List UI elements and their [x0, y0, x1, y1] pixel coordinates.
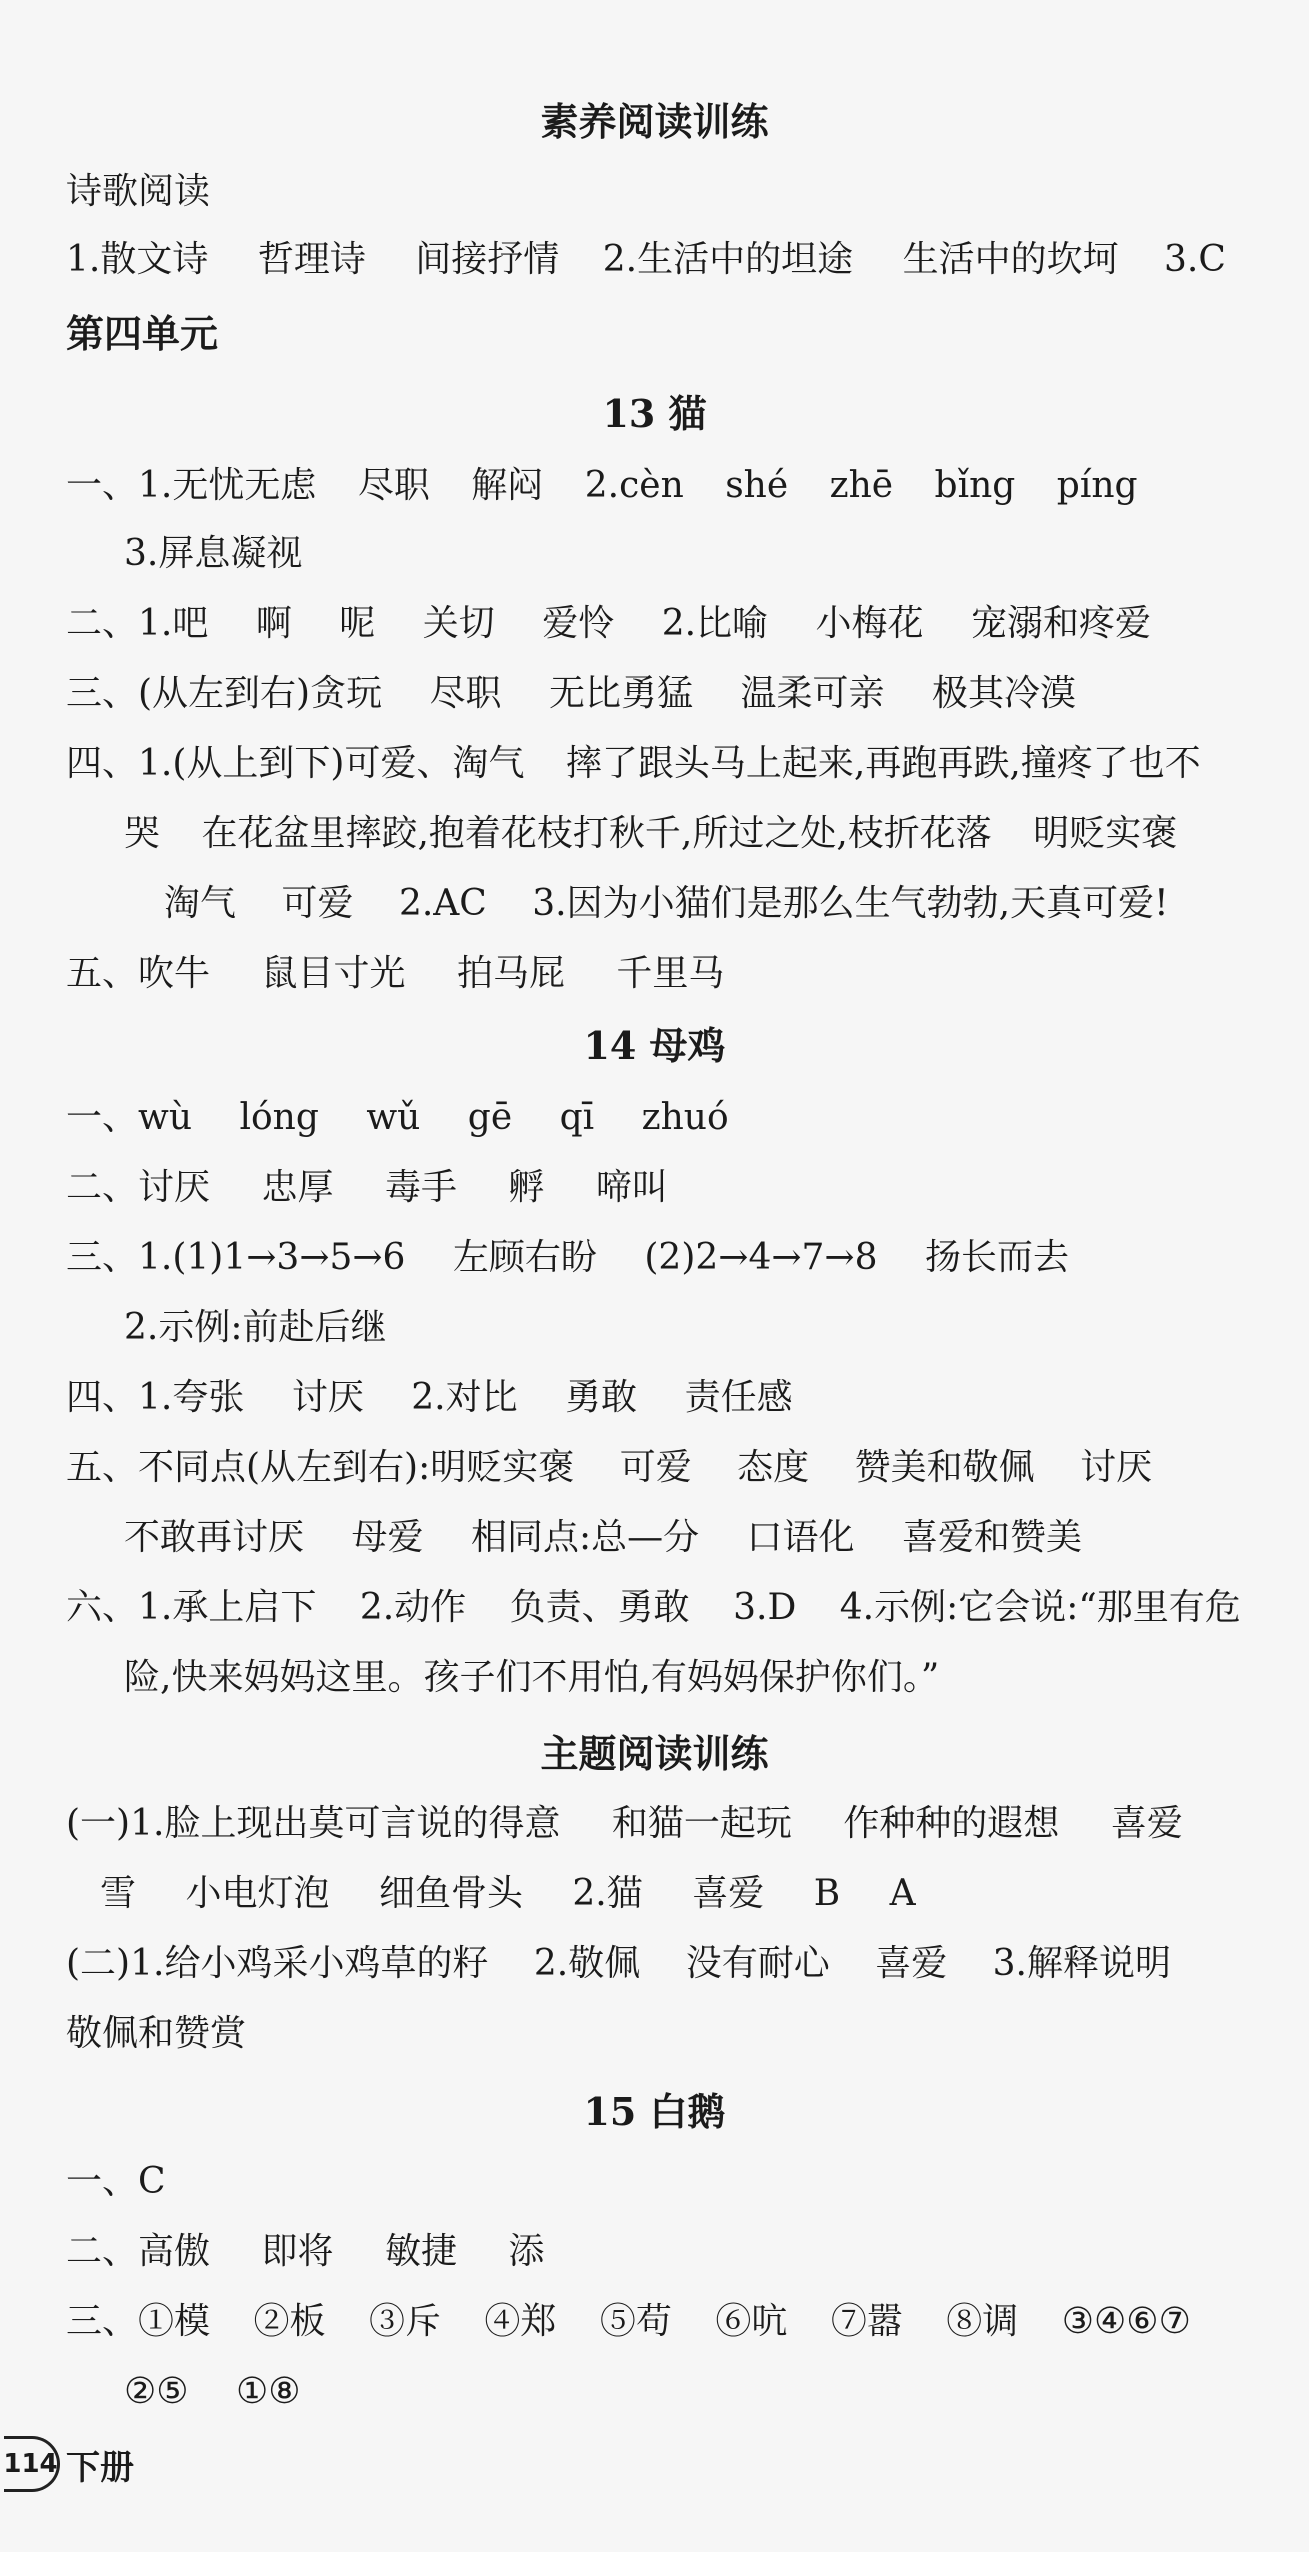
answer-line [66, 2012, 246, 2056]
answer-item: 雪 [100, 1873, 137, 1914]
answer-item: 4.示例:它会说:“那里有危 [839, 1587, 1241, 1628]
answer-item: 赞美和敬佩 [854, 1447, 1035, 1488]
answer-item: 扬长而去 [924, 1237, 1069, 1278]
answer-item: 小电灯泡 [185, 1873, 330, 1914]
section-title-reading: 素养阅读训练 [540, 99, 769, 144]
answer-line [66, 2230, 544, 2274]
answer-item: 可爱 [281, 883, 354, 924]
answer-item: 敏捷 [384, 2231, 457, 2272]
answer-item: 和猫一起玩 [611, 1803, 792, 1844]
lesson-15-title: 15 白鹅 [583, 2089, 726, 2134]
poetry-heading: 诗歌阅读 [66, 171, 211, 212]
answer-item: zhuó [641, 1097, 729, 1138]
answer-item: 无比勇猛 [549, 673, 694, 714]
answer-item: zhē [829, 465, 894, 506]
answer-item: 三、①模 [66, 2301, 211, 2342]
answer-item: ④郑 [484, 2301, 557, 2342]
answer-item: 2.生活中的坦途 [602, 239, 854, 280]
answer-line [124, 1516, 1082, 1560]
answer-item: 2.AC [398, 883, 487, 924]
answer-item: 3.屏息凝视 [124, 533, 303, 574]
answer-line [124, 1656, 939, 1700]
answer-item: 即将 [261, 2231, 334, 2272]
answer-item: 3.C [1164, 239, 1226, 280]
section-title-theme: 主题阅读训练 [540, 1731, 769, 1776]
answer-item: 淘气 [164, 883, 237, 924]
volume-label: 下册 [66, 2447, 134, 2488]
answer-item: 呢 [339, 603, 376, 644]
answer-item: 三、(从左到右)贪玩 [66, 673, 383, 714]
answer-item: 口语化 [746, 1517, 855, 1558]
answer-item: 哭 [124, 813, 161, 854]
answer-item: 间接抒情 [415, 239, 560, 280]
answer-item: 小梅花 [815, 603, 924, 644]
answer-item: 啊 [255, 603, 292, 644]
answer-item: 2.cèn [584, 465, 684, 506]
answer-item: 毒手 [384, 1167, 457, 1208]
answer-line [66, 464, 1138, 508]
answer-line [124, 812, 1177, 856]
answer-line [66, 1802, 1183, 1846]
lesson-14-title: 14 母鸡 [583, 1023, 726, 1068]
answer-line [100, 1872, 916, 1916]
answer-item: 明贬实褒 [1033, 813, 1178, 854]
answer-item: 相同点:总—分 [470, 1517, 700, 1558]
answer-item: gē [467, 1097, 513, 1138]
answer-item: 2.敬佩 [533, 1943, 641, 1984]
answer-line [66, 2160, 166, 2204]
answer-line [66, 1586, 1241, 1630]
answer-item: 讨厌 [291, 1377, 364, 1418]
answer-item: 敬佩和赞赏 [66, 2013, 247, 2054]
answer-item: ②⑤ [124, 2371, 189, 2412]
answer-item: 四、1.(从上到下)可爱、淘气 [66, 743, 525, 784]
answer-item: wǔ [366, 1097, 421, 1138]
answer-item: 孵 [508, 1167, 545, 1208]
answer-item: bǐng [934, 465, 1016, 506]
answer-line [66, 1236, 1069, 1280]
answer-line [66, 1446, 1152, 1490]
answer-item: 态度 [737, 1447, 810, 1488]
page-number: 114 [4, 2436, 60, 2492]
answer-item: 五、吹牛 [66, 953, 211, 994]
answer-item: 温柔可亲 [740, 673, 885, 714]
answer-item: ②板 [253, 2301, 326, 2342]
answer-item: 不敢再讨厌 [124, 1517, 305, 1558]
answer-item: A [889, 1873, 916, 1914]
answer-item: lóng [239, 1097, 319, 1138]
answer-item: (一)1.脸上现出莫可言说的得意 [66, 1803, 561, 1844]
answer-item: 哲理诗 [257, 239, 366, 280]
answer-item: ⑥吭 [715, 2301, 788, 2342]
answer-item: 喜爱 [1110, 1803, 1183, 1844]
answer-item: 二、高傲 [66, 2231, 211, 2272]
answer-item: 千里马 [616, 953, 725, 994]
answer-item: 关切 [422, 603, 495, 644]
answer-item: 三、1.(1)1→3→5→6 [66, 1237, 406, 1278]
unit-heading: 第四单元 [66, 311, 219, 356]
answer-item: 爱怜 [542, 603, 615, 644]
answer-item: 鼠目寸光 [261, 953, 406, 994]
answer-item: 3.D [733, 1587, 797, 1628]
answer-item: 作种种的遐想 [843, 1803, 1060, 1844]
answer-item: ⑦嚣 [830, 2301, 903, 2342]
answer-item: 2.示例:前赴后继 [124, 1307, 387, 1348]
answer-item: 母爱 [351, 1517, 424, 1558]
answer-item: 责任感 [684, 1377, 793, 1418]
answer-line [66, 1942, 1171, 1986]
answer-line [66, 742, 1201, 786]
answer-item: 解闷 [471, 465, 544, 506]
answer-line [124, 1306, 386, 1350]
answer-line [164, 882, 1169, 926]
answer-item: 勇敢 [565, 1377, 638, 1418]
answer-item: 一、wù [66, 1097, 193, 1138]
answer-item: 2.动作 [359, 1587, 467, 1628]
answer-item: 尽职 [429, 673, 502, 714]
answer-item: B [813, 1873, 841, 1914]
answer-item: 左顾右盼 [452, 1237, 597, 1278]
answer-item: 2.比喻 [661, 603, 769, 644]
answer-item: 3.解释说明 [992, 1943, 1172, 1984]
poetry-answers [66, 238, 1226, 282]
answer-item: (2)2→4→7→8 [644, 1237, 878, 1278]
answer-line [124, 532, 302, 576]
answer-item: 生活中的坎坷 [902, 239, 1119, 280]
answer-item: 没有耐心 [685, 1943, 830, 1984]
answer-item: 一、1.无忧无虑 [66, 465, 317, 506]
answer-item: 五、不同点(从左到右):明贬实褒 [66, 1447, 575, 1488]
answer-item: ⑤苟 [599, 2301, 672, 2342]
answer-line [66, 1166, 668, 1210]
answer-item: 一、C [66, 2161, 166, 2202]
answer-item: qī [559, 1097, 595, 1138]
answer-item: 险,快来妈妈这里。孩子们不用怕,有妈妈保护你们。” [124, 1657, 940, 1698]
answer-item: 喜爱和赞美 [902, 1517, 1083, 1558]
answer-item: 细鱼骨头 [378, 1873, 523, 1914]
answer-line [66, 2300, 1191, 2344]
answer-item: 六、1.承上启下 [66, 1587, 317, 1628]
answer-item: 拍马屁 [456, 953, 565, 994]
page-footer [4, 2434, 134, 2494]
answer-item: 2.对比 [411, 1377, 518, 1418]
answer-item: 啼叫 [595, 1167, 668, 1208]
answer-item: 二、1.吧 [66, 603, 209, 644]
answer-item: ⑧调 [946, 2301, 1019, 2342]
answer-item: 1.散文诗 [66, 239, 209, 280]
answer-item: ①⑧ [236, 2371, 301, 2412]
answer-item: 讨厌 [1080, 1447, 1153, 1488]
answer-line [124, 2370, 301, 2414]
answer-item: 3.因为小猫们是那么生气勃勃,天真可爱! [532, 883, 1169, 924]
answer-item: (二)1.给小鸡采小鸡草的籽 [66, 1943, 489, 1984]
answer-item: píng [1056, 465, 1138, 506]
lesson-13-title: 13 猫 [602, 391, 707, 436]
answer-item: 在花盆里摔跤,抱着花枝打秋千,所过之处,枝折花落 [201, 813, 992, 854]
answer-item: 摔了跟头马上起来,再跑再跌,撞疼了也不 [565, 743, 1201, 784]
answer-item: shé [725, 465, 789, 506]
answer-line [66, 602, 1151, 646]
answer-line [66, 952, 724, 996]
answer-item: ③④⑥⑦ [1061, 2301, 1191, 2342]
answer-item: 2.猫 [572, 1873, 643, 1914]
answer-item: 负责、勇敢 [509, 1587, 690, 1628]
answer-line [66, 1376, 793, 1420]
answer-line [66, 672, 1076, 716]
answer-item: 可爱 [619, 1447, 692, 1488]
answer-item: 宠溺和疼爱 [970, 603, 1151, 644]
answer-item: ③斥 [368, 2301, 441, 2342]
answer-item: 尽职 [357, 465, 430, 506]
answer-item: 四、1.夸张 [66, 1377, 245, 1418]
answer-item: 喜爱 [692, 1873, 765, 1914]
answer-item: 喜爱 [875, 1943, 948, 1984]
answer-item: 忠厚 [261, 1167, 334, 1208]
answer-item: 二、讨厌 [66, 1167, 211, 1208]
answer-item: 添 [508, 2231, 545, 2272]
answer-line [66, 1096, 729, 1140]
answer-item: 极其冷漠 [931, 673, 1076, 714]
